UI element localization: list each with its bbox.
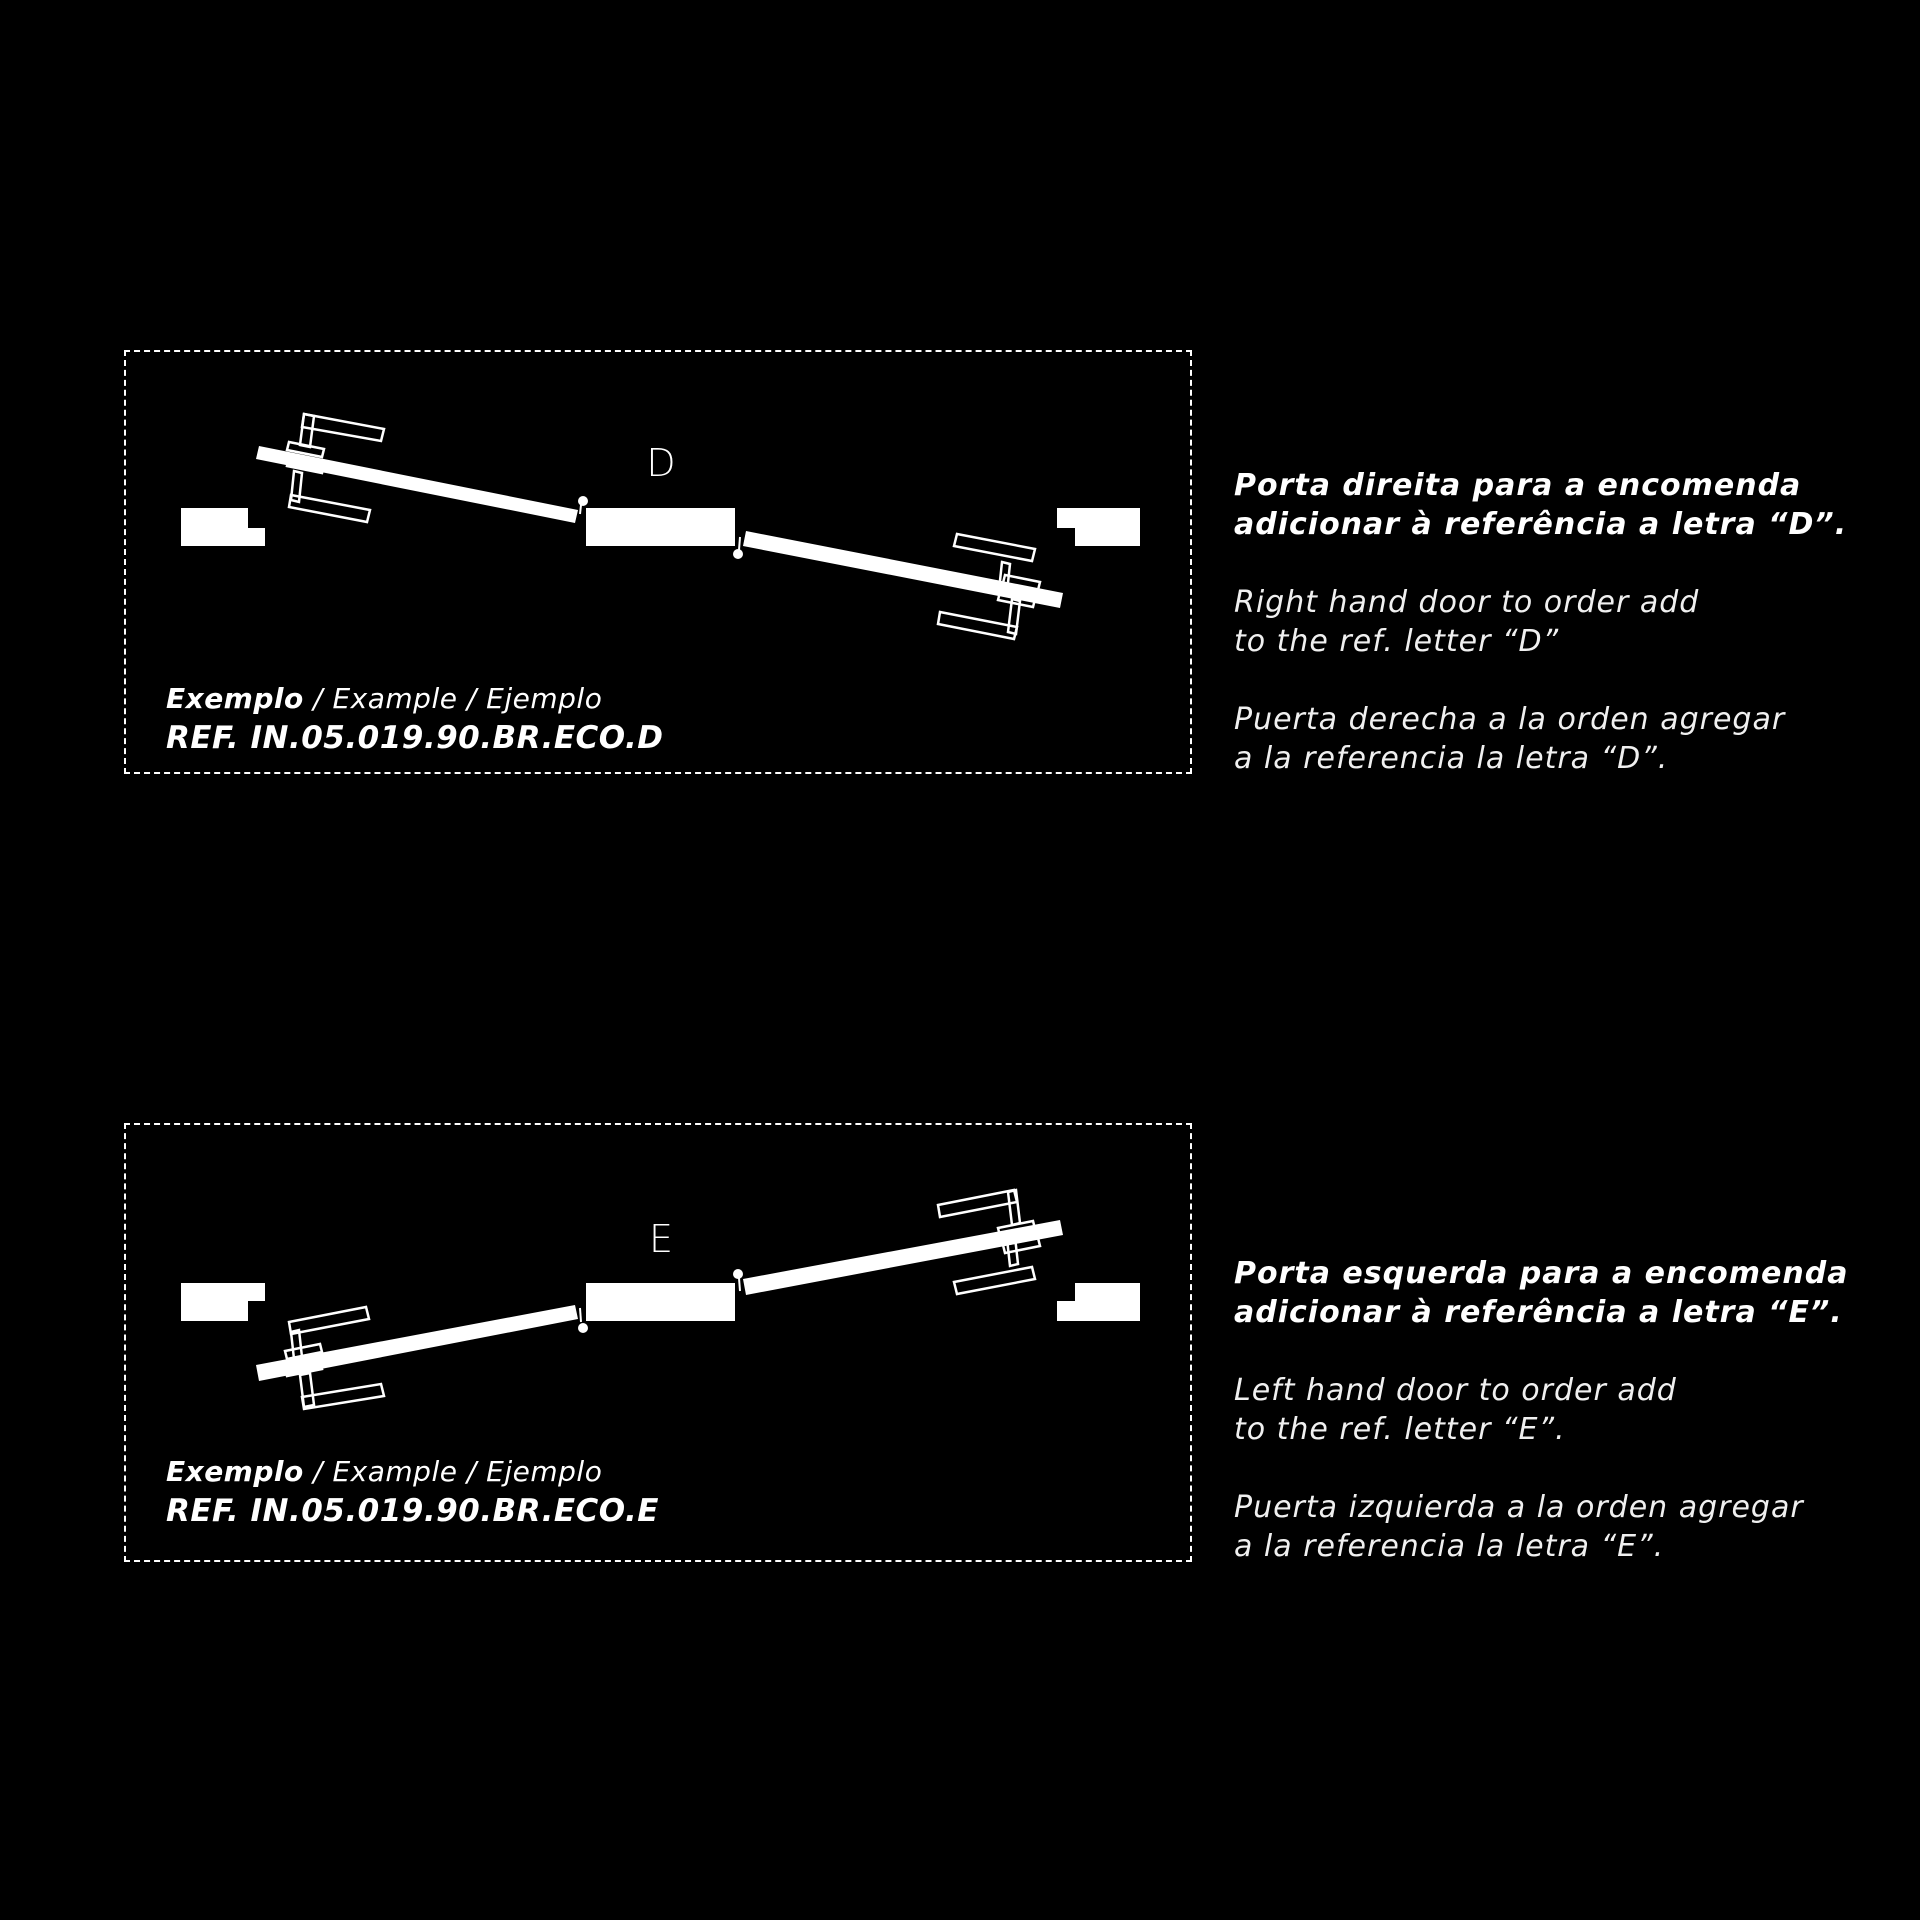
description-en-line-2: to the ref. letter “D” <box>1234 624 1560 659</box>
description-en-line-1: Right hand door to order add <box>1234 585 1700 620</box>
wall-right <box>1057 508 1140 546</box>
example-label-translations: / Example / Ejemplo <box>303 1455 603 1488</box>
door-letter-d: D <box>646 441 676 485</box>
description-en-line-1: Left hand door to order add <box>1234 1373 1677 1408</box>
example-label-pt: Exemplo <box>166 1455 304 1488</box>
reference-code: REF. IN.05.019.90.BR.ECO.D <box>166 720 664 756</box>
description-es-line-2: a la referencia la letra “D”. <box>1234 741 1669 776</box>
example-label-translations: / Example / Ejemplo <box>303 682 603 715</box>
wall-right <box>1057 1283 1140 1321</box>
description-d <box>1234 466 1874 778</box>
door-leaf-right <box>733 531 1063 608</box>
example-label <box>166 682 602 715</box>
example-panel-e <box>124 1123 1192 1562</box>
wall-left <box>181 508 265 546</box>
description-pt-line-1: Porta direita para a encomenda <box>1234 468 1802 503</box>
description-pt-line-2: adicionar à referência a letra “D”. <box>1234 507 1848 542</box>
description-pt-line-2: adicionar à referência a letra “E”. <box>1234 1295 1843 1330</box>
description-en-line-2: to the ref. letter “E”. <box>1234 1412 1566 1447</box>
description-es-line-1: Puerta izquierda a la orden agregar <box>1234 1490 1804 1525</box>
description-pt-line-1: Porta esquerda para a encomenda <box>1234 1256 1849 1291</box>
center-post <box>586 1283 735 1321</box>
description-es-line-2: a la referencia la letra “E”. <box>1234 1529 1665 1564</box>
example-label <box>166 1455 602 1488</box>
door-letter-e: E <box>648 1217 674 1261</box>
example-label-pt: Exemplo <box>166 682 304 715</box>
door-leaf-left <box>256 1305 588 1381</box>
description-es-line-1: Puerta derecha a la orden agregar <box>1234 702 1786 737</box>
center-post <box>586 508 735 546</box>
reference-code: REF. IN.05.019.90.BR.ECO.E <box>166 1493 659 1529</box>
description-e <box>1234 1254 1874 1566</box>
wall-left <box>181 1283 265 1321</box>
example-panel-d <box>124 350 1192 774</box>
